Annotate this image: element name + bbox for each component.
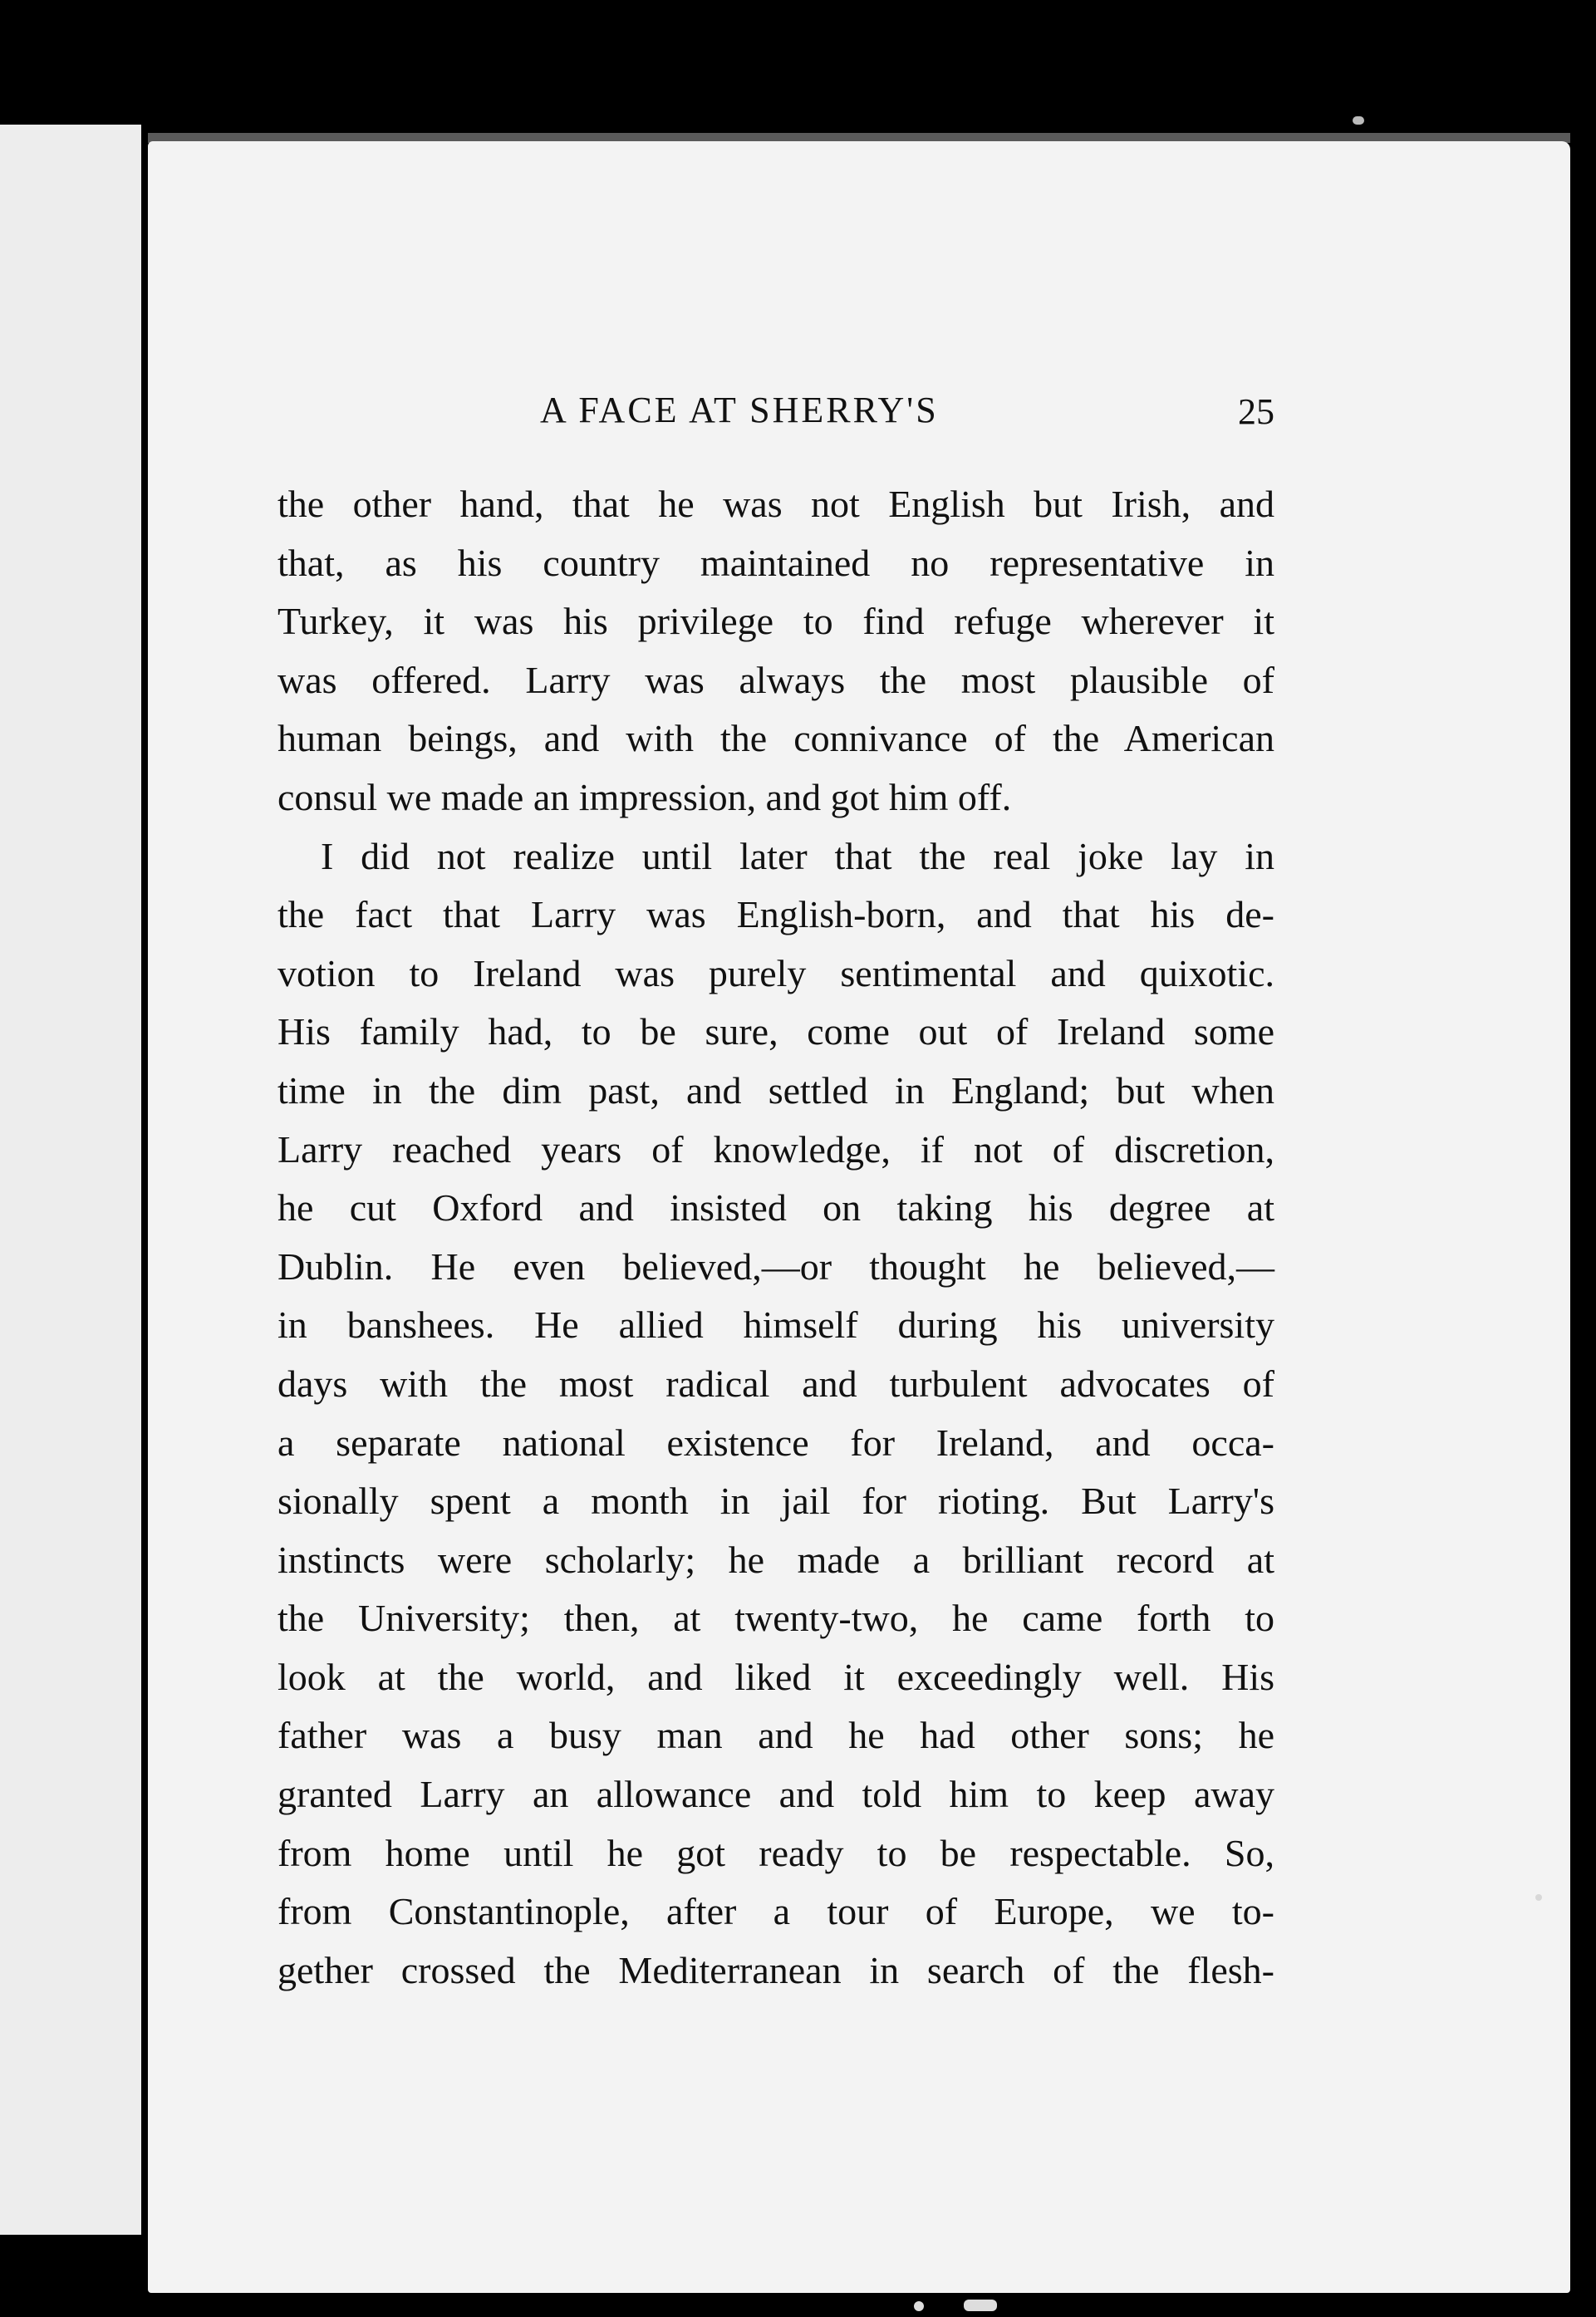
text-line: votion to Ireland was purely sentimental and quixotic. [277,951,1274,994]
text-line: gether crossed the Mediterranean in search of the flesh- [277,1948,1274,1991]
scan-speck [1535,1894,1542,1901]
text-line: His family had, to be sure, come out of Ireland some [277,1010,1274,1053]
text-line: that, as his country maintained no representative in [277,541,1274,584]
text-line: he cut Oxford and insisted on taking his degree at [277,1186,1274,1230]
text-line: instincts were scholarly; he made a brilliant record at [277,1538,1274,1581]
running-head-title: A FACE AT SHERRY'S [540,390,939,430]
scan-speck [1353,116,1364,125]
text-line: consul we made an impression, and got him off. [277,775,1012,818]
text-line: granted Larry an allowance and told him to keep away [277,1773,1274,1816]
text-line: was offered. Larry was always the most plausible of [277,658,1274,701]
text-line: time in the dim past, and settled in England; but when [277,1068,1274,1112]
text-line: Larry reached years of knowledge, if not of discretion, [277,1127,1274,1171]
text-line: the University; then, at twenty-two, he came forth to [277,1597,1274,1640]
text-line: father was a busy man and he had other sons; he [277,1714,1274,1757]
text-line: Turkey, it was his privilege to find refuge wherever it [277,600,1274,643]
text-line: the fact that Larry was English-born, and that his de- [277,893,1274,936]
text-line: sionally spent a month in jail for rioting. But Larry's [277,1480,1274,1523]
text-line: in banshees. He allied himself during his university [277,1303,1274,1347]
scan-speck [914,2301,924,2311]
running-head [277,389,1274,447]
text-line: from home until he got ready to be respectable. So, [277,1831,1274,1874]
scan-speck [964,2300,997,2311]
text-line: Dublin. He even believed,—or thought he believed,— [277,1244,1274,1288]
text-line: human beings, and with the connivance of the American [277,717,1274,760]
text-line: from Constantinople, after a tour of Europe, we to- [277,1890,1274,1933]
text-line: the other hand, that he was not English but Irish, and [277,483,1274,525]
text-line: I did not realize until later that the real joke lay in [321,834,1274,877]
body-text [277,475,1274,2000]
text-line: days with the most radical and turbulent advocates of [277,1362,1274,1405]
page-number: 25 [1238,391,1274,432]
text-line: look at the world, and liked it exceedingly well. His [277,1655,1274,1698]
text-line: a separate national existence for Ireland, and occa- [277,1421,1274,1464]
left-page-edge [0,125,141,2235]
